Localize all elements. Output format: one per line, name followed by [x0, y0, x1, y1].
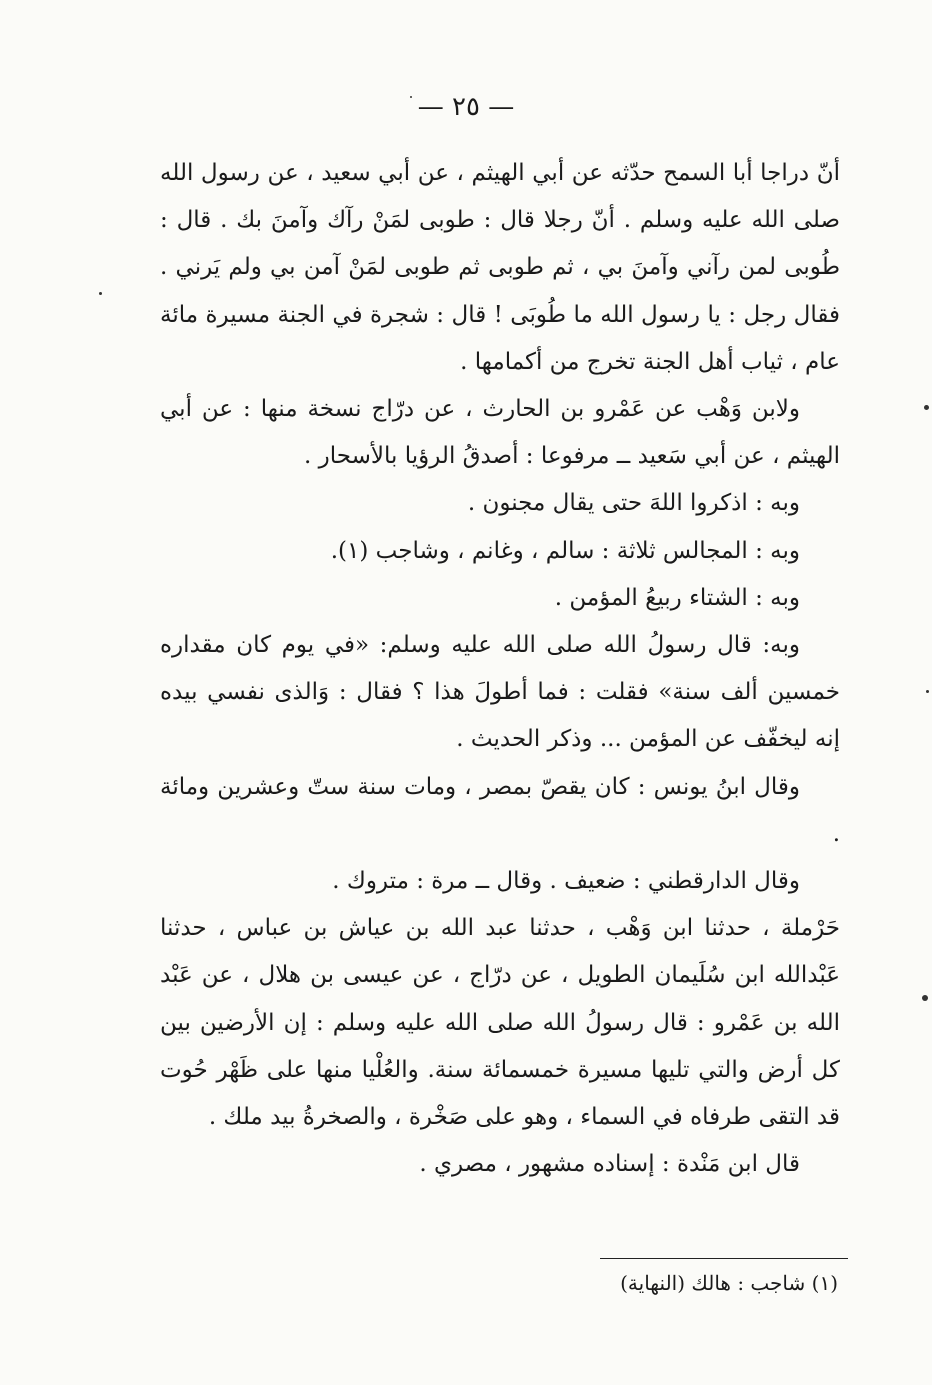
main-text [160, 150, 840, 1188]
paragraph: وبه : اذكروا اللهَ حتى يقال مجنون . [467, 490, 800, 517]
footnote-divider [600, 1258, 848, 1259]
scan-speck [924, 405, 929, 410]
scan-speck [926, 690, 929, 693]
scan-speck [922, 995, 928, 1001]
footnote: (١) شاجب : هالك (النهاية) [620, 1271, 838, 1295]
paragraph: وبه : الشتاء ربيعُ المؤمن . [554, 584, 800, 611]
paragraph: وقال الدارقطني : ضعيف . وقال ــ مرة : متروك . [332, 868, 800, 895]
paragraph: وقال ابنُ يونس : كان يقصّ بمصر ، ومات سنة ستّ وعشرين ومائة . [160, 773, 840, 847]
scan-speck [410, 96, 412, 98]
scan-speck [99, 292, 102, 295]
paragraph: ولابن وَهْب عن عَمْرو بن الحارث ، عن درّاج نسخة منها : عن أبي الهيثم ، عن أبي سَعيد ــ مرفوعا : أصدقُ الرؤيا بالأسحار . [160, 396, 840, 470]
paragraph: قال ابن مَنْدة : إسناده مشهور ، مصري . [419, 1151, 800, 1178]
paragraph: حَرْملة ، حدثنا ابن وَهْب ، حدثنا عبد الله بن عياش بن عباس ، حدثنا عَبْدالله ابن سُلَيمان الطويل ، عن درّاج ، عن عيسى بن هلال ، عن عَبْد الله بن عَمْرو : قال رسولُ الله صلى الله عليه وسلم : إن الأرضين بين كل أرض والتي تليها مسيرة خمسمائة سنة. والعُلْيا منها على ظَهْر حُوت قد التقى طرفاه في السماء ، وهو على صَخْرة ، والصخرةُ بيد ملك . [160, 915, 840, 1131]
page-number: — ٢٥ — [417, 92, 515, 122]
paragraph: وبه: قال رسولُ الله صلى الله عليه وسلم: «في يوم كان مقداره خمسين ألف سنة» فقلت : فما أطولَ هذا ؟ فقال : وَالذى نفسي بيده إنه ليخفّف عن المؤمن ... وذكر الحديث . [160, 632, 840, 753]
paragraph: أنّ دراجا أبا السمح حدّثه عن أبي الهيثم ، عن أبي سعيد ، عن رسول الله صلى الله عليه وسلم . أنّ رجلا قال : طوبى لمَنْ رآك وآمنَ بك . قال : طُوبى لمن رآني وآمنَ بي ، ثم طوبى ثم طوبى لمَنْ آمن بي ولم يَرني . فقال رجل : يا رسول الله ما طُوبَى ! قال : شجرة في الجنة مسيرة مائة عام ، ثياب أهل الجنة تخرج من أكمامها . [160, 160, 841, 375]
paragraph: وبه : المجالس ثلاثة : سالم ، وغانم ، وشاجب (١). [330, 537, 800, 564]
